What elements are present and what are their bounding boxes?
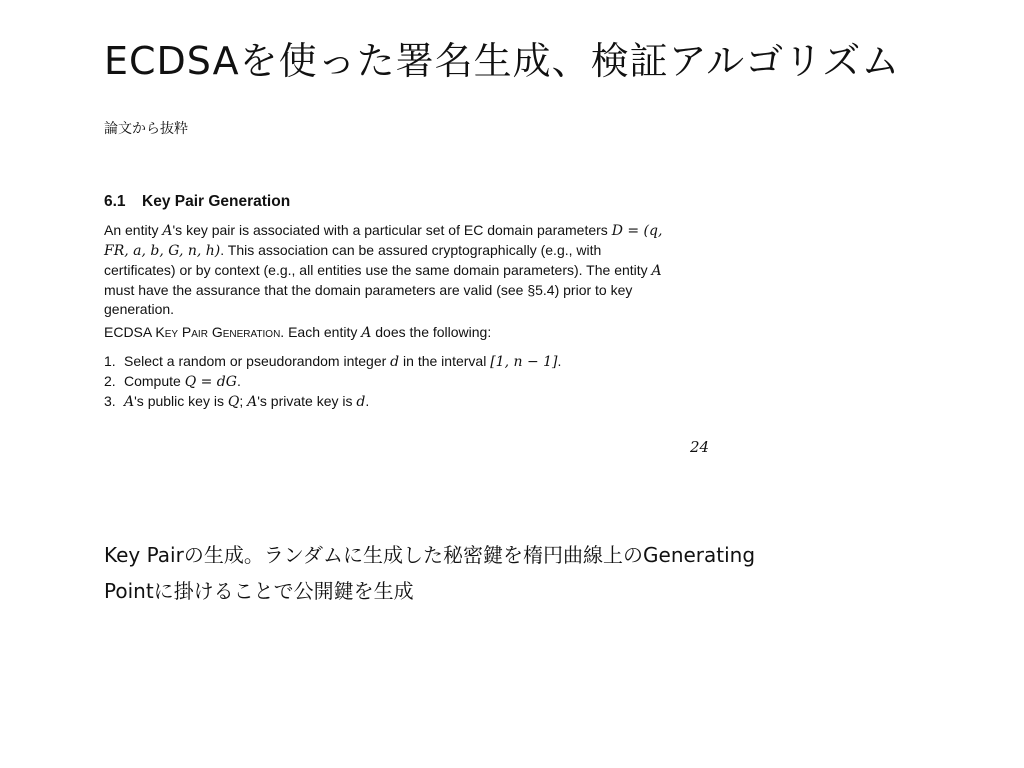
slide-title: ECDSAを使った署名生成、検証アルゴリズム: [104, 39, 901, 83]
caption-line-1: Key Pairの生成。ランダムに生成した秘密鍵を楕円曲線上のGenerating: [104, 543, 756, 567]
step-text: Select a random or pseudorandom integer: [124, 353, 391, 369]
section-heading: [104, 192, 664, 211]
step-text: .: [365, 393, 370, 409]
step-number: 1.: [104, 353, 116, 369]
slide-subtitle: 論文から抜粋: [104, 121, 188, 137]
step-math: A: [247, 394, 258, 410]
slide-caption: [104, 537, 924, 609]
step-number: 3.: [104, 393, 116, 409]
steps-list: [104, 352, 664, 412]
step-math: d: [390, 354, 400, 370]
procedure-entity: A: [361, 325, 372, 341]
step-text: in the interval: [399, 353, 491, 369]
step-text: Compute: [124, 373, 185, 389]
step-text: ;: [239, 393, 248, 409]
section-number: 6.1: [104, 193, 126, 210]
intro-paragraph: [104, 221, 664, 319]
intro-text-3: . This association can be assured cryptographically (e.g., with certificates) or by context (e.g., all entities use the same domain parameters). The entity: [104, 242, 652, 278]
step-item: [104, 372, 664, 392]
intro-text-2: 's key pair is associated with a particular set of EC domain parameters: [172, 222, 612, 238]
step-number: 2.: [104, 373, 116, 389]
step-item: [104, 392, 664, 412]
intro-text-1: An entity: [104, 222, 163, 238]
procedure-text-1: Each entity: [284, 324, 362, 340]
caption-line-2: Pointに掛けることで公開鍵を生成: [104, 579, 414, 603]
step-math: [1, n − 1]: [490, 354, 558, 370]
intro-entity-2: A: [651, 263, 662, 279]
step-math: Q = dG: [184, 374, 237, 390]
step-text: .: [236, 373, 241, 389]
step-item: [104, 352, 664, 372]
step-math: Q: [227, 394, 240, 410]
intro-text-4: must have the assurance that the domain parameters are valid (see §5.4) prior to key generation.: [104, 282, 633, 317]
step-text: 's public key is: [134, 393, 228, 409]
step-math: d: [356, 394, 366, 410]
section-title: Key Pair Generation: [142, 193, 291, 210]
step-math: A: [124, 394, 135, 410]
paper-excerpt: [104, 192, 664, 412]
intro-entity: A: [162, 223, 173, 239]
step-text: .: [557, 353, 562, 369]
procedure-line: [104, 323, 664, 343]
procedure-title: ECDSA Key Pair Generation.: [104, 324, 285, 340]
step-text: 's private key is: [257, 393, 357, 409]
procedure-text-2: does the following:: [371, 324, 492, 340]
page-number: 24: [690, 438, 710, 456]
domain-parameters: D = (q, FR, a, b, G, n, h): [104, 223, 663, 259]
